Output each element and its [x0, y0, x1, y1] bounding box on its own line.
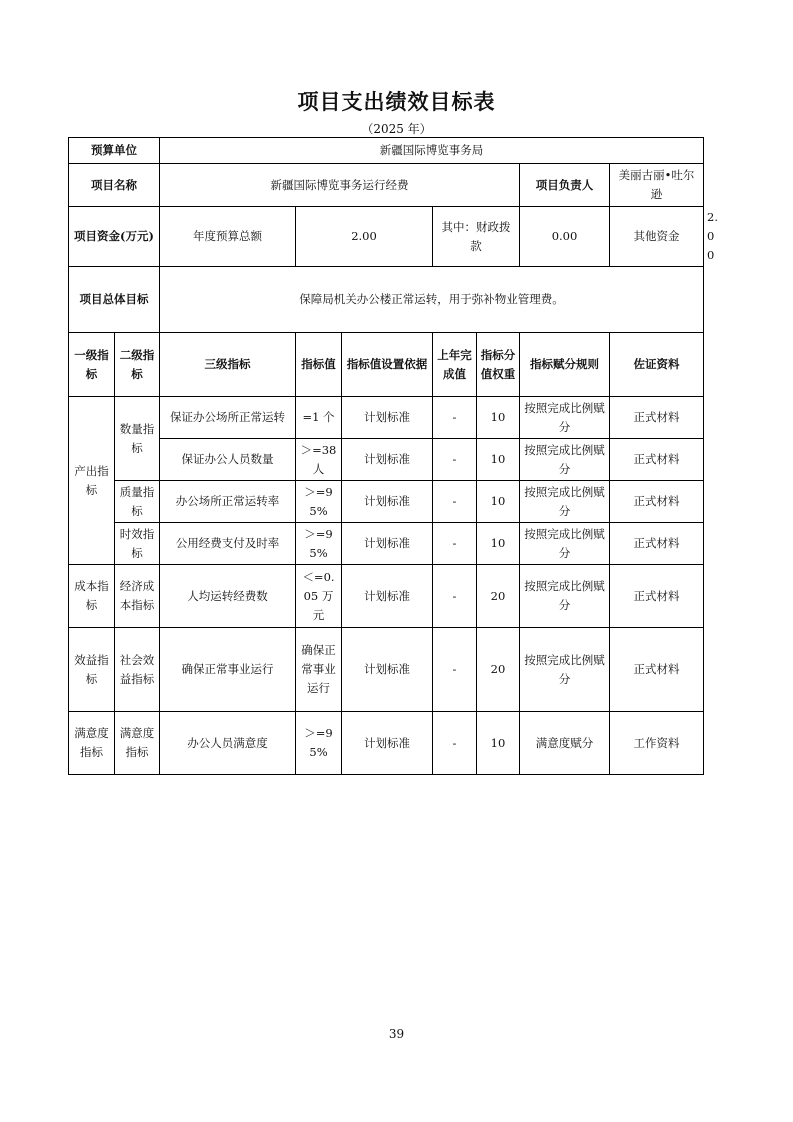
level1-cell: 成本指标: [69, 565, 115, 628]
rule-cell: 按照完成比例赋分: [520, 481, 610, 523]
fiscal-value: 0.00: [520, 207, 610, 267]
level3-cell: 办公人员满意度: [160, 712, 296, 775]
annual-budget-value: 2.00: [296, 207, 433, 267]
rule-cell: 按照完成比例赋分: [520, 523, 610, 565]
level3-cell: 保证办公场所正常运转: [160, 397, 296, 439]
page-title: 项目支出绩效目标表: [297, 89, 496, 114]
rule-cell: 按照完成比例赋分: [520, 628, 610, 712]
level1-cell: 效益指标: [69, 628, 115, 712]
funds-label: 项目资金(万元): [69, 207, 160, 267]
weight-cell: 10: [477, 712, 520, 775]
project-name-label: 项目名称: [69, 164, 160, 207]
prev-value: -: [433, 439, 477, 481]
indicator-value: ＞=95%: [296, 481, 342, 523]
column-header: 二级指标: [115, 333, 160, 397]
level2-cell: 质量指标: [115, 481, 160, 523]
level3-cell: 确保正常事业运行: [160, 628, 296, 712]
basis-cell: 计划标准: [342, 565, 433, 628]
level3-cell: 公用经费支付及时率: [160, 523, 296, 565]
column-header: 指标赋分规则: [520, 333, 610, 397]
prev-value: -: [433, 397, 477, 439]
indicator-value: ＜=0.05 万元: [296, 565, 342, 628]
column-header: 指标分值权重: [477, 333, 520, 397]
indicator-value: ＞=95%: [296, 523, 342, 565]
column-header: 指标值: [296, 333, 342, 397]
basis-cell: 计划标准: [342, 481, 433, 523]
column-header: 一级指标: [69, 333, 115, 397]
evidence-cell: 工作资料: [610, 712, 704, 775]
rule-cell: 满意度赋分: [520, 712, 610, 775]
level3-cell: 保证办公人员数量: [160, 439, 296, 481]
basis-cell: 计划标准: [342, 628, 433, 712]
performance-table: 预算单位 新疆国际博览事务局 项目名称 新疆国际博览事务运行经费 项目负责人 美丽古丽•吐尔逊 项目资金(万元) 年度预算总额 2.00 其中：财政拨款 0.00 其他资金 2.00 项目总体目标 保障局机关办公楼正常运转，用于弥补物业管理费。 一级指标 二级指标 三级指标 指标值 指标值设置依据 上年完成值 指标分值权重 指标赋分规则 佐证资料 产出指标 数量指标 保证办公场所正常运转 =1 个 计划标准 - 10 按照完成比例赋分 正式材料 保证办公人员数量 ＞=38 人 计划标准 - 10 按照完成比例赋分 正式材料 质量指标 办公场所正常运转率 ＞=95% 计划标准 - 10 按照完成比例赋分 正式材料 时效指标 公用经费支付及时率 ＞=95% 计划标准 - 10 按照完成比例赋分 正式材料 成本指标 经济成本指标 人均运转经费数 ＜=0.05 万元 计划标准 - 20 按照完成比例赋分 正式材料 效益指标 社会效益指标 确保正常事业运行 确保正常事业运行 计划标准 - 20 按照完成比例赋分 正式材料 满意度指标 满意度指标 办公人员满意度 ＞=95% 计划标准 - 10 满意度赋分 工作资料: [68, 137, 704, 775]
prev-value: -: [433, 481, 477, 523]
rule-cell: 按照完成比例赋分: [520, 565, 610, 628]
goal-label: 项目总体目标: [69, 267, 160, 333]
evidence-cell: 正式材料: [610, 628, 704, 712]
basis-cell: 计划标准: [342, 397, 433, 439]
project-leader-value: 美丽古丽•吐尔逊: [610, 164, 704, 207]
level2-cell: 满意度指标: [115, 712, 160, 775]
column-header: 佐证资料: [610, 333, 704, 397]
level3-cell: 办公场所正常运转率: [160, 481, 296, 523]
annual-budget-label: 年度预算总额: [160, 207, 296, 267]
evidence-cell: 正式材料: [610, 565, 704, 628]
evidence-cell: 正式材料: [610, 439, 704, 481]
evidence-cell: 正式材料: [610, 523, 704, 565]
indicator-value: ＞=38 人: [296, 439, 342, 481]
rule-cell: 按照完成比例赋分: [520, 397, 610, 439]
column-header: 上年完成值: [433, 333, 477, 397]
project-leader-label: 项目负责人: [520, 164, 610, 207]
indicator-value: =1 个: [296, 397, 342, 439]
prev-value: -: [433, 712, 477, 775]
basis-cell: 计划标准: [342, 523, 433, 565]
year-label: （2025 年）: [361, 122, 432, 136]
level2-cell: 经济成本指标: [115, 565, 160, 628]
level2-cell: 数量指标: [115, 397, 160, 481]
column-header: 三级指标: [160, 333, 296, 397]
budget-unit-label: 预算单位: [69, 138, 160, 164]
prev-value: -: [433, 523, 477, 565]
basis-cell: 计划标准: [342, 439, 433, 481]
indicator-value: ＞=95%: [296, 712, 342, 775]
weight-cell: 20: [477, 565, 520, 628]
weight-cell: 10: [477, 523, 520, 565]
indicator-value: 确保正常事业运行: [296, 628, 342, 712]
level1-cell: 产出指标: [69, 397, 115, 565]
weight-cell: 10: [477, 397, 520, 439]
basis-cell: 计划标准: [342, 712, 433, 775]
weight-cell: 10: [477, 481, 520, 523]
budget-unit-value: 新疆国际博览事务局: [160, 138, 704, 164]
page-number: 39: [388, 1027, 405, 1041]
column-header: 指标值设置依据: [342, 333, 433, 397]
evidence-cell: 正式材料: [610, 397, 704, 439]
rule-cell: 按照完成比例赋分: [520, 439, 610, 481]
evidence-cell: 正式材料: [610, 481, 704, 523]
prev-value: -: [433, 565, 477, 628]
other-funds-label: 其他资金: [610, 207, 704, 267]
level2-cell: 社会效益指标: [115, 628, 160, 712]
fiscal-label: 其中：财政拨款: [433, 207, 520, 267]
level3-cell: 人均运转经费数: [160, 565, 296, 628]
level2-cell: 时效指标: [115, 523, 160, 565]
prev-value: -: [433, 628, 477, 712]
project-name-value: 新疆国际博览事务运行经费: [160, 164, 520, 207]
weight-cell: 10: [477, 439, 520, 481]
level1-cell: 满意度指标: [69, 712, 115, 775]
goal-value: 保障局机关办公楼正常运转，用于弥补物业管理费。: [160, 267, 704, 333]
weight-cell: 20: [477, 628, 520, 712]
